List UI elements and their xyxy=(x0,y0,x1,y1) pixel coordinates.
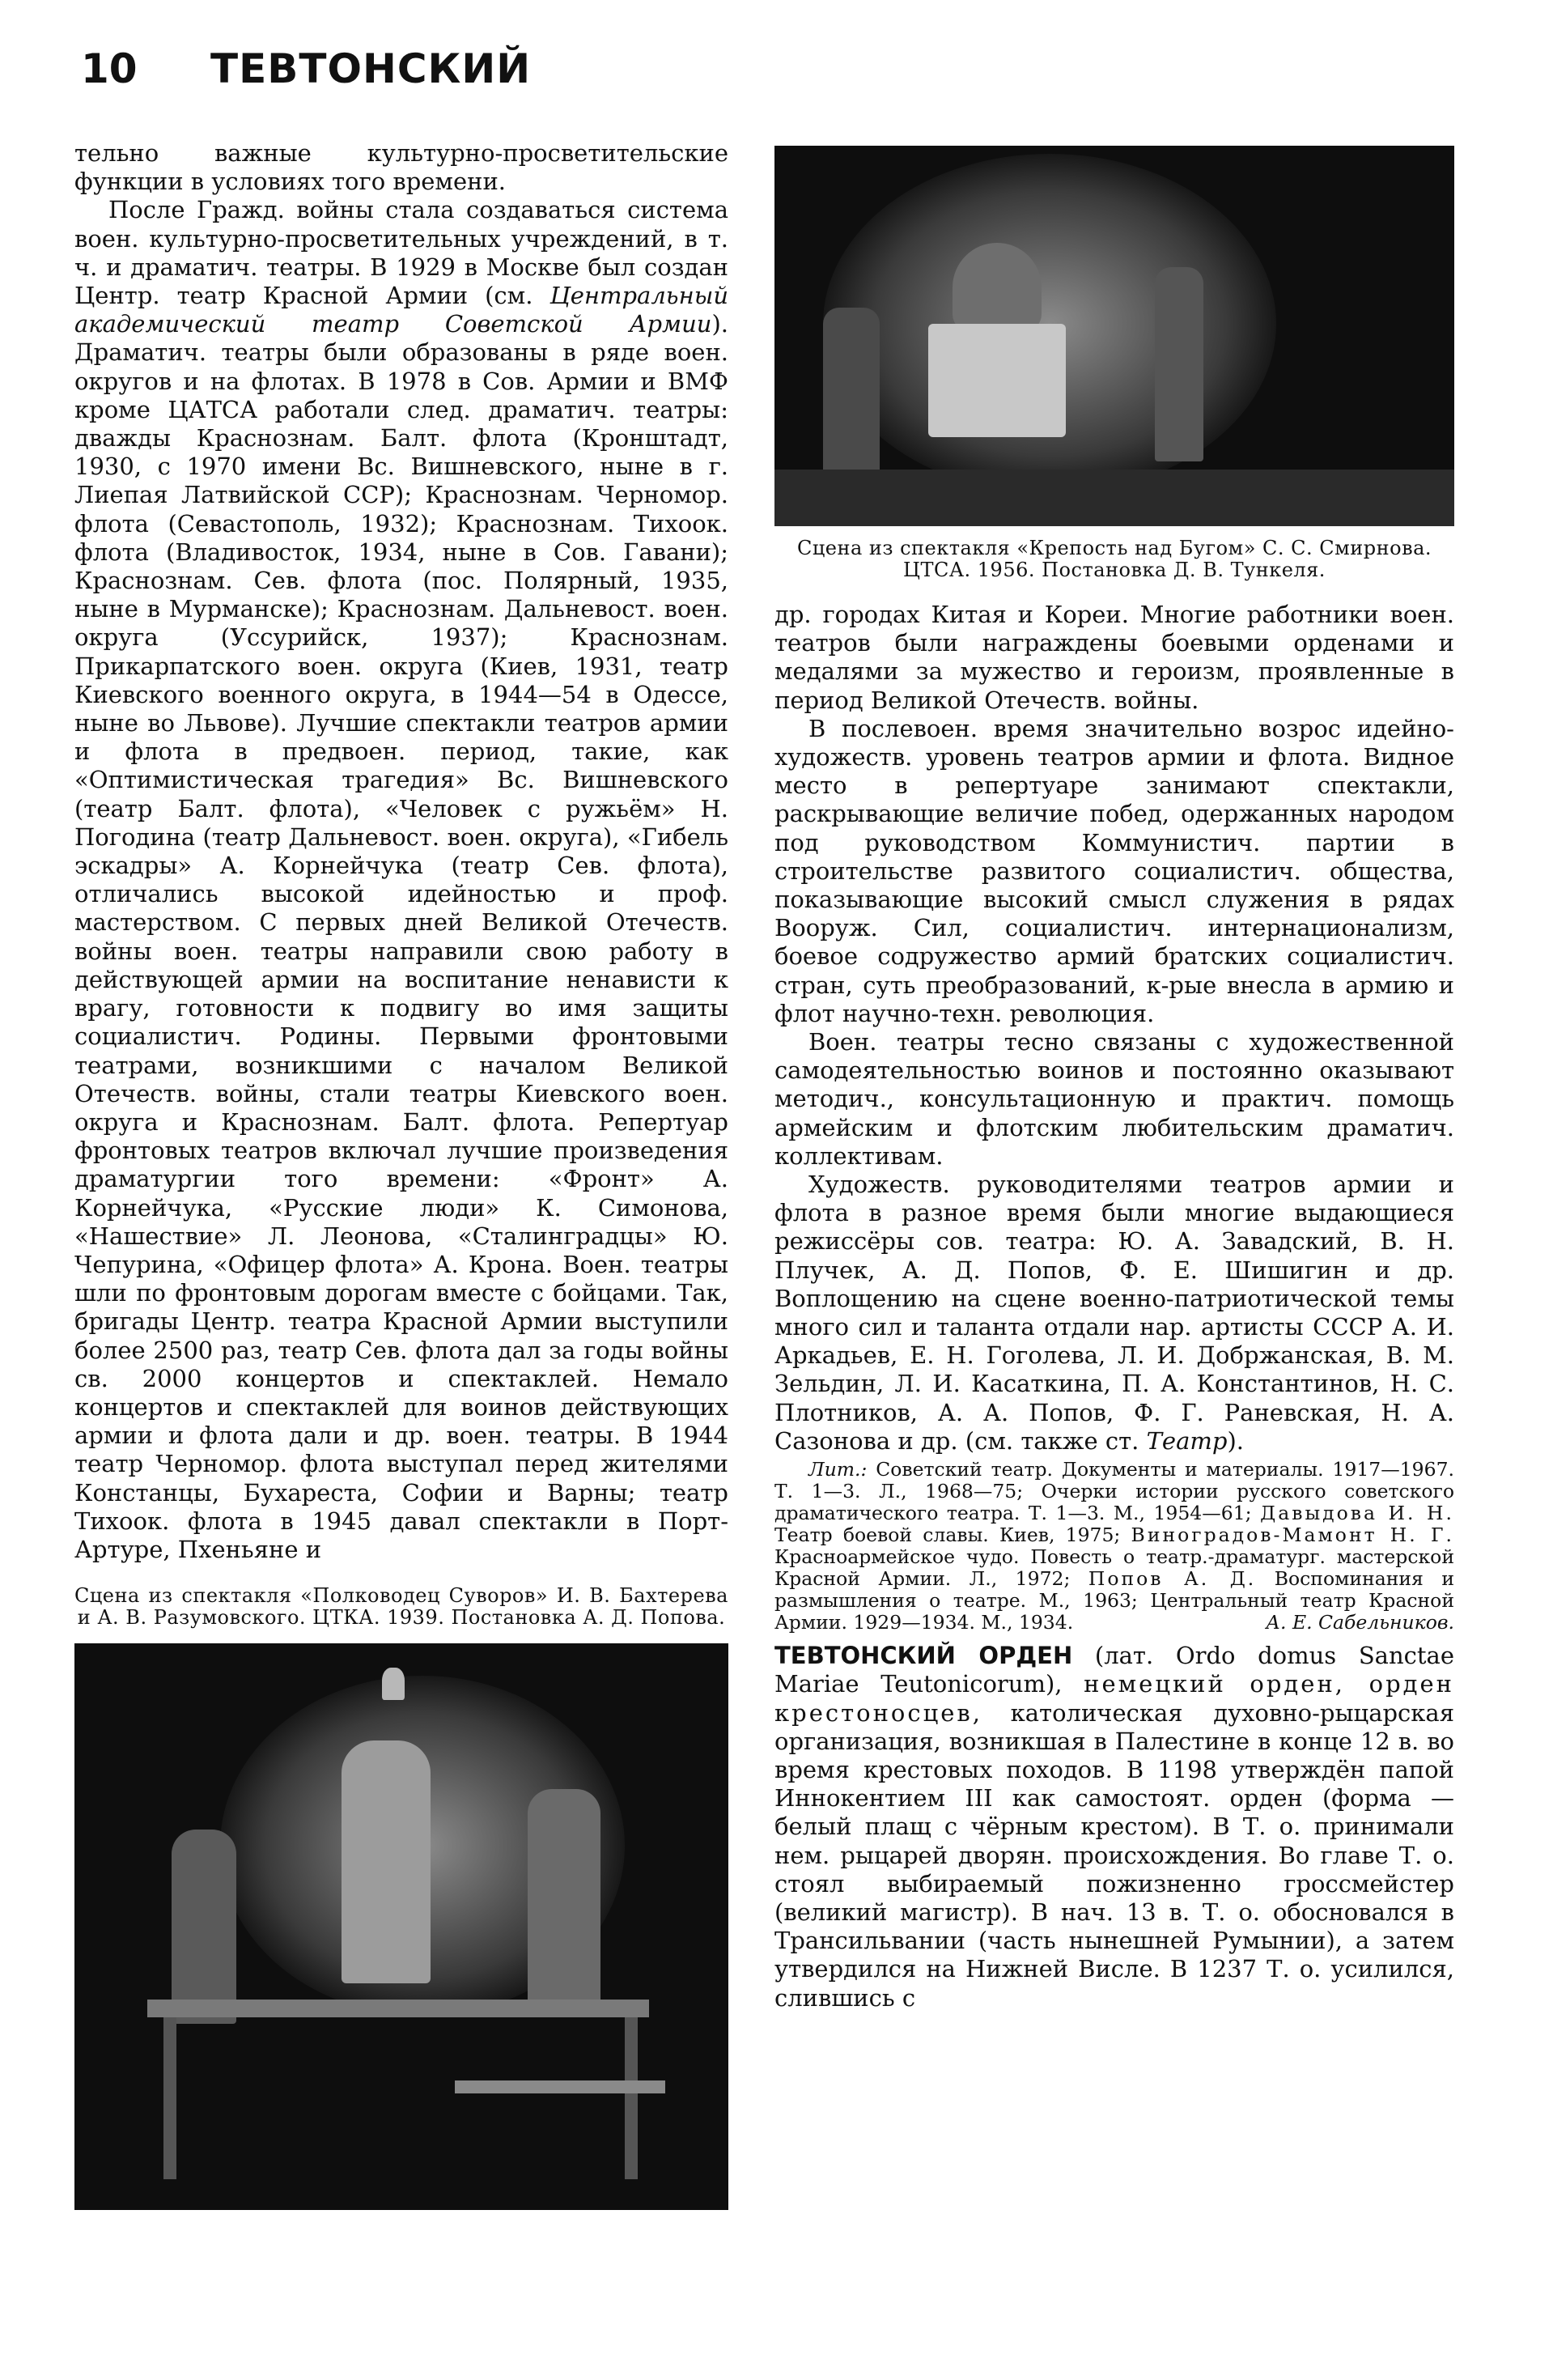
left-paragraph-2 xyxy=(74,196,728,1564)
literature-author-3: Попов А. Д. xyxy=(1088,1567,1257,1591)
photo-table-leg-1 xyxy=(163,2017,176,2179)
photo-stairs xyxy=(774,470,1454,526)
left-paragraph-1: тельно важные культурно-просветительские функции в условиях того времени. xyxy=(74,139,728,196)
literature-author-2: Виноградов-Мамонт Н. Г. xyxy=(1131,1524,1454,1547)
photo-caption-suvorov: Сцена из спектакля «Полководец Суворов» И. В. Бахтерева и А. В. Разумовского. ЦТКА. 1939. Постановка А. Д. Попова. xyxy=(74,1584,728,1630)
page-header xyxy=(81,39,1472,96)
running-head: ТЕВТОНСКИЙ xyxy=(210,45,532,92)
right-paragraph-4-text-a: Художеств. руководителями театров армии и флота в разное время были многие выдающиеся режиссёры сов. театра: Ю. А. Завадский, В. Н. Плучек, А. Д. Попов, Ф. Е. Шишигин и др. Воплощению на сцене военно-патриотической темы много сил и таланта отдали нар. артисты СССР А. И. Аркадьев, Е. Н. Гоголева, Л. И. Добржанская, В. М. Зельдин, Л. И. Касаткина, П. А. Константинов, Н. С. Плотников, А. А. Попов, Ф. Г. Раневская, Н. А. Сазонова и др. (см. также ст. xyxy=(774,1171,1454,1455)
entry-text-b: , католическая духовно-рыцарская организация, возникшая в Палестине в конце 12 в. во время крестовых походов. В 1198 утверждён папой Иннокентием III как самостоят. орден (форма — белый плащ с чёрным крестом). В Т. о. принимали нем. рыцарей дворян. происхождения. Во главе Т. о. стоял выбираемый пожизненно гроссмейстер (великий магистр). В нач. 13 в. Т. о. обосновался в Трансильвании (часть нынешней Румынии), а затем утвердился на Нижней Висле. В 1237 Т. о. усилился, слившись с xyxy=(774,1698,1454,2012)
right-paragraph-1: др. городах Китая и Кореи. Многие работники воен. театров были награждены боевыми орденами и медалями за мужество и героизм, проявленные в период Великой Отечеств. войны. xyxy=(774,601,1454,714)
right-column xyxy=(774,139,1454,2341)
photo-suvorov-scene xyxy=(74,1643,728,2210)
page-number: 10 xyxy=(81,45,138,92)
literature-text-2: Театр боевой славы. Киев, 1975; xyxy=(774,1524,1131,1547)
photo-bench xyxy=(455,2080,665,2093)
photo-figure-right xyxy=(1155,267,1203,461)
photo-table xyxy=(147,2000,649,2017)
left-paragraph-2-text-b: ). Драматич. театры были образованы в ряде воен. округов и на флотах. В 1978 в Сов. Армии и ВМФ кроме ЦАТСА работали след. драматич. театры: дважды Краснознам. Балт. флота (Кронштадт, 1930, с 1970 имени Вс. Вишневского, ныне в г. Лиепая Латвийской ССР); Краснознам. Черномор. флота (Севастополь, 1932); Краснознам. Тихоок. флота (Владивосток, 1934, ныне в Сов. Гавани); Краснознам. Сев. флота (пос. Полярный, 1935, ныне в Мурманске); Краснознам. Дальневост. воен. округа (Уссурийск, 1937); Краснознам. Прикарпатского воен. округа (Киев, 1931, театр Киевского военного округа, в 1944—54 в Одессе, ныне во Львове). Лучшие спектакли театров армии и флота в предвоен. период, такие, как «Оптимистическая трагедия» Вс. Вишневского (театр Балт. флота), «Человек с ружьём» Н. Погодина (театр Дальневост. воен. округа), «Гибель эскадры» А. Корнейчука (театр Сев. флота), отличались высокой идейностью и проф. мастерством. С первых дней Великой Отечеств. войны воен. театры направили свою работу в действующей армии на воспитание ненависти к врагу, готовности к подвигу во имя защиты социалистич. Родины. Первыми фронтовыми театрами, возникшими с началом Великой Отечеств. войны, стали театры Киевского воен. округа и Краснознам. Балт. флота. Репертуар фронтовых театров включал лучшие произведения драматургии того времени: «Фронт» А. Корнейчука, «Русские люди» К. Симонова, «Нашествие» Л. Леонова, «Сталинградцы» Ю. Чепурина, «Офицер флота» А. Крона. Воен. театры шли по фронтовым дорогам вместе с бойцами. Так, бригады Центр. театра Красной Армии выступили более 2500 раз, театр Сев. флота дал за годы войны св. 2000 концертов и спектаклей. Немало концертов и спектаклей для воинов действующих армии и флота дали и др. воен. театры. В 1944 театр Черномор. флота выступал перед жителями Констанцы, Бухареста, Софии и Варны; театр Тихоок. флота в 1945 давал спектакли в Порт-Артуре, Пхеньяне и xyxy=(74,310,728,1563)
photo-table-leg-2 xyxy=(625,2017,638,2179)
literature-list xyxy=(774,1459,1454,1634)
entry-synonyms: немецкий орден, орден крестоносцев xyxy=(774,1670,1454,1727)
photo-figure-right xyxy=(528,1789,600,2016)
photo-figure-left xyxy=(172,1830,236,2024)
right-paragraph-4-text-b: ). xyxy=(1227,1426,1244,1455)
photo-caption-fortress: Сцена из спектакля «Крепость над Бугом» С. С. Смирнова. ЦТСА. 1956. Постановка Д. В. Тункеля. xyxy=(796,537,1432,581)
cross-reference-tsats: Центральный академический театр Советской Армии xyxy=(74,282,728,338)
photo-raised-hand xyxy=(382,1668,405,1700)
right-paragraph-3: Воен. театры тесно связаны с художественной самодеятельностью воинов и постоянно оказывают методич., консультационную и практич. помощь армейским и флотским любительским драматич. коллективам. xyxy=(774,1028,1454,1170)
entry-headword: ТЕВТОНСКИЙ ОРДЕН xyxy=(774,1642,1073,1670)
photo-banner-cloth xyxy=(928,324,1066,437)
left-paragraph-2-text-a: После Гражд. войны стала создаваться система воен. культурно-просветительных учреждений, в т. ч. и драматич. театры. В 1929 в Москве был создан Центр. театр Красной Армии (см. xyxy=(74,196,728,310)
literature-text-1: Советский театр. Документы и материалы. 1917—1967. Т. 1—3. Л., 1968—75; Очерки истории русского советского драматического театра. Т. 1—3. М., 1954—61; xyxy=(774,1458,1454,1525)
photo-figure-center xyxy=(342,1740,431,1983)
literature-text-3: Красноармейское чудо. Повесть о театр.-драматург. мастерской Красной Армии. Л., 1972; xyxy=(774,1545,1454,1591)
entry-teutonic-order xyxy=(774,1642,1454,2012)
literature-author-1: Давыдова И. Н. xyxy=(1260,1502,1454,1525)
photo-figure-center xyxy=(953,243,1042,332)
literature-text-4: Воспоминания и размышления о театре. М., 1963; Центральный театр Красной Армии. 1929—1934. М., 1934. xyxy=(774,1567,1454,1634)
right-paragraph-4 xyxy=(774,1171,1454,1456)
cross-reference-theatre: Театр xyxy=(1146,1426,1228,1455)
photo-figure-left xyxy=(823,308,880,486)
photo-fortress-scene xyxy=(774,146,1454,526)
article-author: А. Е. Сабельников. xyxy=(1266,1611,1454,1634)
right-paragraph-2: В послевоен. время значительно возрос идейно-художеств. уровень театров армии и флота. Видное место в репертуаре занимают спектакли, раскрывающие величие побед, одержанных народом под руководством Коммунистич. партии в строительстве развитого социалистич. общества, показывающие высокий смысл служения в рядах Вооруж. Сил, социалистич. интернационализм, боевое содружество армий братских социалистич. стран, суть преобразований, к-рые внесла в армию и флот научно-техн. революция. xyxy=(774,714,1454,1027)
left-column xyxy=(74,139,728,2325)
entry-text-a: (лат. Ordo domus Sanctae Mariae Teutonicorum), xyxy=(774,1642,1454,1698)
literature-label: Лит.: xyxy=(808,1458,868,1481)
